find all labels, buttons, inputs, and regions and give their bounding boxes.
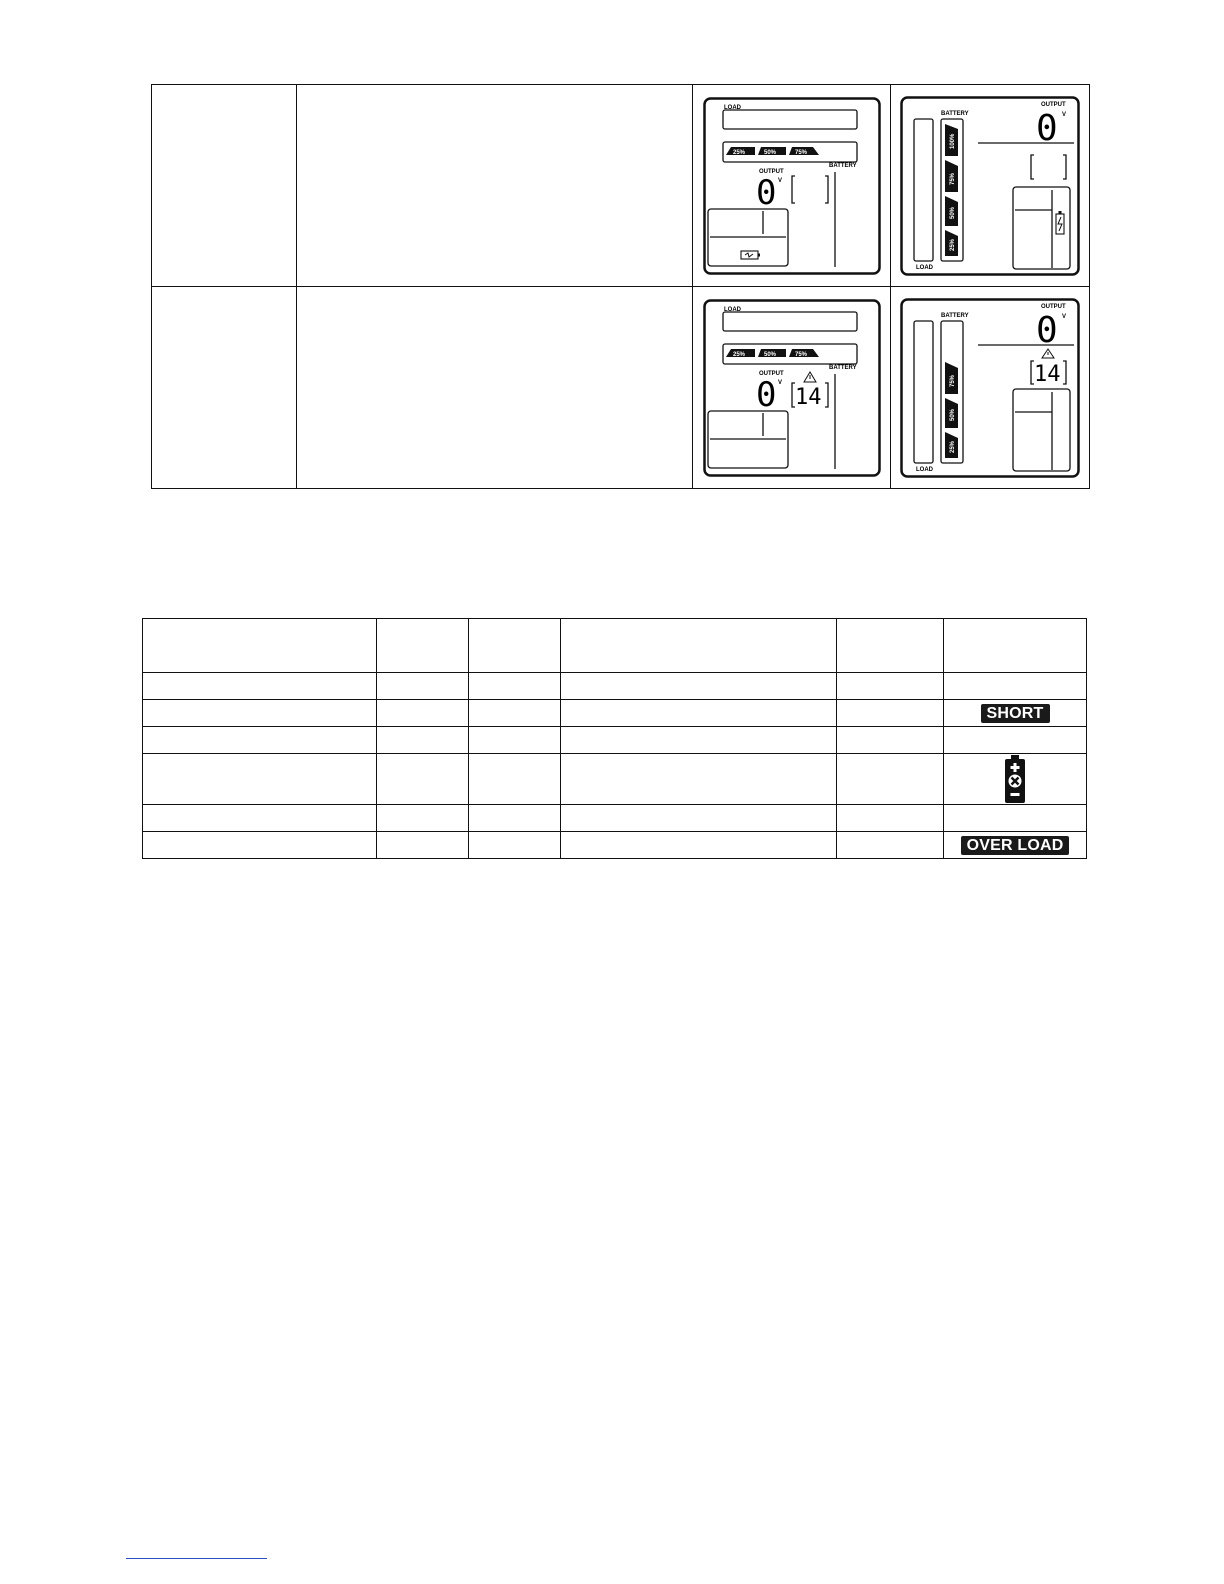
vertical-lcd-cell: [891, 85, 1090, 287]
row-label-cell: [152, 85, 297, 287]
table-row: [143, 673, 1087, 700]
output-value: 0: [1036, 107, 1058, 149]
load-percent-bars: [726, 349, 819, 358]
table-cell: [376, 673, 468, 700]
output-value: 0: [755, 172, 777, 213]
pct-50-label: 50%: [950, 408, 956, 421]
table-cell: [837, 727, 944, 754]
icon-cell: [944, 700, 1087, 727]
icon-cell: [944, 805, 1087, 832]
pct-100-label: 100%: [950, 133, 956, 149]
fault-code: 14: [794, 384, 822, 410]
battery-label: BATTERY: [828, 364, 857, 371]
output-label: OUTPUT: [1041, 303, 1066, 310]
table-cell: [560, 754, 837, 805]
table-cell: [376, 754, 468, 805]
header-cell: [143, 619, 377, 673]
icon-cell: [944, 727, 1087, 754]
short-badge-icon: SHORT: [981, 704, 1050, 723]
battery-label: BATTERY: [828, 162, 857, 169]
overload-badge-icon: OVER LOAD: [961, 836, 1070, 855]
pct-25-label: 25%: [950, 238, 956, 251]
header-cell: [376, 619, 468, 673]
table-cell: [376, 805, 468, 832]
warning-icon: [804, 372, 816, 382]
table-cell: [143, 673, 377, 700]
pct-50-label: 50%: [763, 351, 776, 358]
table-cell: [468, 673, 560, 700]
table-cell: [560, 832, 837, 859]
horizontal-lcd-cell: [693, 287, 891, 489]
header-cell: [468, 619, 560, 673]
header-cell: [560, 619, 837, 673]
table-cell: [560, 673, 837, 700]
table-cell: [376, 727, 468, 754]
pct-75-label: 75%: [794, 149, 807, 156]
charging-battery-icon: [1056, 211, 1064, 234]
pct-25-label: 25%: [732, 149, 745, 156]
table-row: [152, 287, 1090, 489]
table-header-row: [143, 619, 1087, 673]
table-cell: [468, 700, 560, 727]
pct-75-label: 75%: [950, 172, 956, 185]
icon-cell: [944, 754, 1087, 805]
battery-label: BATTERY: [941, 312, 969, 319]
fault-code-table: [142, 618, 1087, 859]
pct-50-label: 50%: [950, 206, 956, 219]
table-cell: [468, 805, 560, 832]
output-value: 0: [1036, 309, 1058, 351]
horizontal-lcd-display: [703, 299, 881, 477]
fault-code: 14: [1034, 361, 1061, 387]
horizontal-lcd-display: [703, 97, 881, 275]
output-label: OUTPUT: [758, 370, 784, 377]
header-cell: [944, 619, 1087, 673]
row-description-cell: [296, 85, 692, 287]
pct-75-label: 75%: [950, 374, 956, 387]
table-cell: [143, 754, 377, 805]
table-row: [143, 832, 1087, 859]
battery-percent-bars: [945, 124, 958, 256]
table-cell: [468, 727, 560, 754]
battery-fault-icon: [1003, 754, 1027, 804]
pct-50-label: 50%: [763, 149, 776, 156]
table-row: [143, 754, 1087, 805]
table-cell: [837, 754, 944, 805]
table-row: [143, 805, 1087, 832]
load-percent-bars: [726, 147, 819, 156]
row-description-cell: [296, 287, 692, 489]
table-cell: [143, 805, 377, 832]
output-unit: V: [1062, 111, 1067, 118]
table-cell: [560, 727, 837, 754]
horizontal-lcd-cell: [693, 85, 891, 287]
charging-battery-icon: [741, 251, 760, 259]
table-cell: [376, 832, 468, 859]
pct-25-label: 25%: [732, 351, 745, 358]
load-label: LOAD: [723, 306, 741, 313]
table-cell: [560, 805, 837, 832]
battery-label: BATTERY: [941, 110, 969, 117]
pct-25-label: 25%: [950, 440, 956, 453]
table-cell: [468, 832, 560, 859]
vertical-lcd-display: [900, 96, 1080, 276]
vertical-lcd-cell: [891, 287, 1090, 489]
output-unit: V: [777, 379, 782, 386]
lcd-status-table: [151, 84, 1090, 489]
table-cell: [837, 805, 944, 832]
table-cell: [376, 700, 468, 727]
pct-75-label: 75%: [794, 351, 807, 358]
load-label: LOAD: [916, 264, 933, 271]
output-unit: V: [777, 177, 782, 184]
battery-percent-bars: [945, 362, 958, 458]
load-label: LOAD: [723, 104, 741, 111]
vertical-lcd-display: [900, 298, 1080, 478]
table-cell: [143, 727, 377, 754]
output-label: OUTPUT: [758, 168, 784, 175]
icon-cell: [944, 673, 1087, 700]
table-cell: [837, 673, 944, 700]
load-label: LOAD: [916, 466, 933, 473]
table-cell: [560, 700, 837, 727]
table-cell: [837, 700, 944, 727]
output-value: 0: [755, 374, 777, 415]
header-cell: [837, 619, 944, 673]
table-cell: [143, 700, 377, 727]
table-row: [152, 85, 1090, 287]
icon-cell: [944, 832, 1087, 859]
output-unit: V: [1062, 313, 1067, 320]
table-row: [143, 727, 1087, 754]
table-cell: [143, 832, 377, 859]
output-label: OUTPUT: [1041, 101, 1066, 108]
table-cell: [837, 832, 944, 859]
table-cell: [468, 754, 560, 805]
footnote-separator: [126, 1558, 267, 1559]
table-row: [143, 700, 1087, 727]
row-label-cell: [152, 287, 297, 489]
